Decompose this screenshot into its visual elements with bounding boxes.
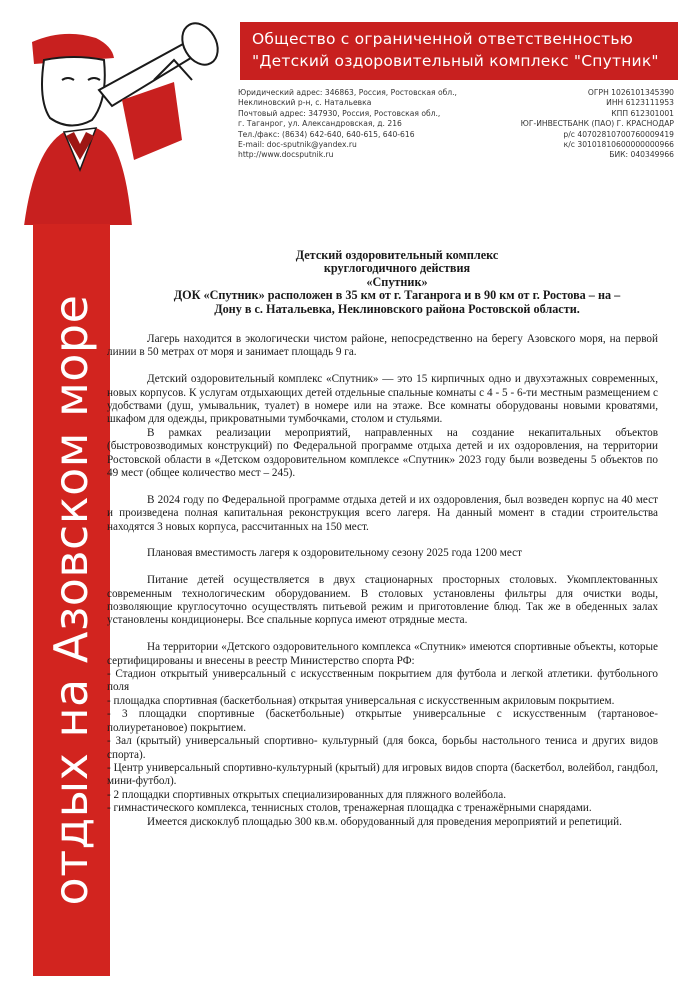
title-line: круглогодичного действия — [323, 261, 471, 276]
title-line: ДОК «Спутник» расположен в 35 км от г. Таганрога и в 90 км от г. Ростова – на – — [173, 288, 621, 303]
document-body — [107, 333, 658, 829]
title-line: «Спутник» — [366, 274, 428, 289]
address-line: г. Таганрог, ул. Александровская, д. 216 — [238, 119, 402, 129]
company-name-line1: Общество с ограниченной ответственностью — [252, 30, 633, 48]
list-item: - 3 площадки спортивные (баскетбольные) открытые универсальные с искусственным (тартановое-полиуретановое) покрытием. — [107, 708, 658, 734]
paragraph: Питание детей осуществляется в двух стационарных просторных столовых. Укомплектованных современным технологическим оборудованием. В столовых установлены фильтры для очистки воды, позволяющие круглосуточно осуществлять питьевой режим и приготовление блюд. Так же в обеденных залах установлены кондиционеры. Все спальные корпуса имеют отрядные места. — [107, 574, 658, 627]
address-line: Юридический адрес: 346863, Россия, Ростовская обл., — [238, 88, 457, 97]
paragraph: Имеется дискоклуб площадью 300 кв.м. оборудованный для проведения мероприятий и репетиций. — [147, 815, 622, 828]
phone-line: Тел./факс: (8634) 642-640, 640-615, 640-616 — [238, 129, 415, 139]
paragraph: В рамках реализации мероприятий, направленных на создание некапитальных объектов (быстровозводимых конструкций) по Федеральной программе отдыха детей и их оздоровления, на территории Ростовской области в «Детском оздоровительном комплексе «Спутник» 2023 году были возведены 5 объектов по 49 мест (общее количество мест – 245). — [107, 426, 658, 480]
list-item: - Центр универсальный спортивно-культурный (крытый) для игровых видов спорта (баскетбол, волейбол, гандбол, мини-футбол). — [107, 761, 658, 788]
paragraph: В 2024 году по Федеральной программе отдыха детей и их оздоровления, был возведен корпус на 40 мест и произведена полная капитальная реконструкция всего лагеря. На данный момент в стадии строительства находятся 3 новых корпуса, рассчитанных на 150 мест. — [107, 493, 658, 533]
title-line: Дону в с. Натальевка, Неклиновского района Ростовской области. — [214, 301, 580, 316]
website-line: http://www.docsputnik.ru — [238, 150, 334, 160]
requisites-left — [238, 88, 488, 161]
document-title — [112, 249, 682, 316]
paragraph: На территории «Детского оздоровительного комплекса «Спутник» имеются спортивные объекты, которые сертифицированы и внесены в реестр Министерство спорта РФ: — [107, 641, 658, 667]
sidebar-slogan-strip — [33, 224, 110, 976]
company-name-line2: "Детский оздоровительный комплекс "Спутник" — [252, 52, 659, 70]
paragraph: Плановая вместимость лагеря к оздоровительному сезону 2025 года 1200 мест — [147, 547, 522, 560]
paragraph: Лагерь находится в экологически чистом районе, непосредственно на берегу Азовского моря, на первой линии в 50 метрах от моря и занимает площадь 9 га. — [107, 333, 658, 359]
list-item: - площадка спортивная (баскетбольная) открытая универсальная с искусственным акриловым покрытием. — [107, 694, 615, 707]
company-banner — [240, 22, 678, 80]
pioneer-bugler-logo — [4, 20, 236, 225]
sidebar-slogan: отдых на Азовском море — [44, 294, 98, 906]
list-item: - Зал (крытый) универсальный спортивно- культурный (для бокса, борьбы настольного тениса и других видов спорта). — [107, 735, 658, 761]
bik-line: БИК: 040349966 — [609, 150, 674, 160]
requisites-right — [470, 88, 674, 161]
title-line: Детский оздоровительный комплекс — [295, 248, 499, 262]
account-line: р/с 40702810700760009419 — [563, 129, 674, 139]
address-line: Неклиновский р-н, с. Натальевка — [238, 98, 372, 108]
inn-line: ИНН 6123111953 — [606, 98, 674, 108]
kpp-line: КПП 612301001 — [611, 108, 674, 118]
list-item: - 2 площадки спортивных открытых специализированных для пляжного волейбола. — [107, 788, 507, 801]
paragraph: Детский оздоровительный комплекс «Спутник» — это 15 кирпичных одно и двухэтажных современных, новых корпусов. К услугам отдыхающих детей отдельные спальные комнаты с 4 - 5 - 6-ти местным размещением с удобствами (душ, умывальник, туалет) в номере или на этаже. Все комнаты оборудованы новыми кроватями, шкафом для одежды, прикроватными тумбочками, столом и стульями. — [107, 373, 658, 426]
bank-line: ЮГ-ИНВЕСТБАНК (ПАО) Г. КРАСНОДАР — [520, 119, 674, 129]
email-line: E-mail: doc-sputnik@yandex.ru — [238, 140, 357, 150]
list-item: - гимнастического комплекса, теннисных столов, тренажерная площадка с тренажёрными снарядами. — [107, 802, 592, 815]
address-line: Почтовый адрес: 347930, Россия, Ростовская обл., — [238, 108, 441, 118]
corr-account-line: к/с 30101810600000000966 — [563, 140, 674, 150]
list-item: - Стадион открытый универсальный с искусственным покрытием для футбола и легкой атлетики. футбольного поля — [107, 668, 658, 694]
ogrn-line: ОГРН 1026101345390 — [587, 88, 674, 97]
